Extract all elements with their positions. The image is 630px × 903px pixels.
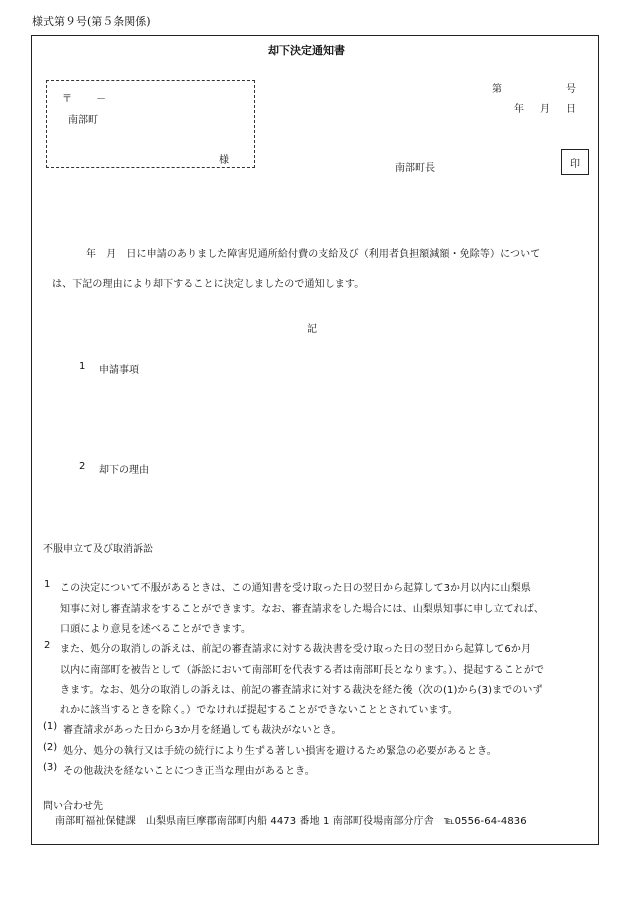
appeal-para-1-number: 1 [44, 579, 51, 590]
condition-number: (1) [43, 721, 58, 732]
body-line-1: 年 月 日に申請のありました障害児通所給付費の支給及び（利用者負担額減額・免除等）について [86, 249, 541, 260]
doc-number-prefix: 第 [492, 84, 502, 95]
appeal-para-2-line: きます。なお、処分の取消しの訴えは、前記の審査請求に対する裁決を経た後（次の(1)から(3)までのいず [60, 685, 543, 696]
form-label: 様式第９号(第５条関係) [32, 15, 151, 28]
appeal-para-2-line: れかに該当するときを除く。）でなければ提起することができないこととされています。 [60, 705, 458, 716]
date-year: 年 [514, 104, 524, 115]
issuer-title: 南部町長 [395, 163, 435, 174]
condition-text: その他裁決を経ないことにつき正当な理由があるとき。 [63, 766, 315, 777]
date-month: 月 [540, 104, 550, 115]
condition-number: (3) [43, 762, 58, 773]
item-label-1: 申請事項 [99, 365, 139, 376]
seal-label: 印 [570, 158, 580, 170]
item-number-2: 2 [79, 461, 86, 472]
appeal-heading: 不服申立て及び取消訴訟 [43, 544, 153, 555]
contact-line: 南部町福祉保健課 山梨県南巨摩郡南部町内船 4473 番地 1 南部町役場南部分庁舎 ℡0556-64-4836 [55, 816, 527, 827]
ki-marker: 記 [307, 324, 317, 335]
postal-mark: 〒 [62, 94, 72, 105]
doc-number-suffix: 号 [566, 84, 576, 95]
recipient-town: 南部町 [68, 115, 98, 126]
contact-heading: 問い合わせ先 [43, 801, 103, 812]
appeal-para-2-line: また、処分の取消しの訴えは、前記の審査請求に対する裁決書を受け取った日の翌日から起算して6か月 [60, 644, 532, 655]
appeal-para-1-line: この決定について不服があるときは、この通知書を受け取った日の翌日から起算して3か月以内に山梨県 [60, 583, 531, 594]
condition-text: 審査請求があった日から3か月を経過しても裁決がないとき。 [63, 725, 342, 736]
appeal-para-1-line: 知事に対し審査請求をすることができます。なお、審査請求をした場合には、山梨県知事に申し立てれば、 [60, 604, 544, 615]
body-line-2: は、下記の理由により却下することに決定しましたので通知します。 [52, 279, 365, 290]
appeal-para-1-line: 口頭により意見を述べることができます。 [60, 624, 252, 635]
recipient-honorific: 様 [219, 155, 229, 166]
condition-number: (2) [43, 742, 58, 753]
condition-text: 処分、処分の執行又は手続の続行により生ずる著しい損害を避けるため緊急の必要があるとき。 [63, 746, 497, 757]
date-day: 日 [566, 104, 576, 115]
postal-dash: － [96, 94, 106, 105]
item-number-1: 1 [79, 361, 86, 372]
item-label-2: 却下の理由 [99, 465, 149, 476]
appeal-para-2-line: 以内に南部町を被告として（訴訟において南部町を代表する者は南部町長となります。）、提起することがで [60, 665, 545, 676]
appeal-para-2-number: 2 [44, 640, 51, 651]
seal-box [561, 149, 589, 175]
document-title: 却下決定通知書 [268, 44, 345, 57]
